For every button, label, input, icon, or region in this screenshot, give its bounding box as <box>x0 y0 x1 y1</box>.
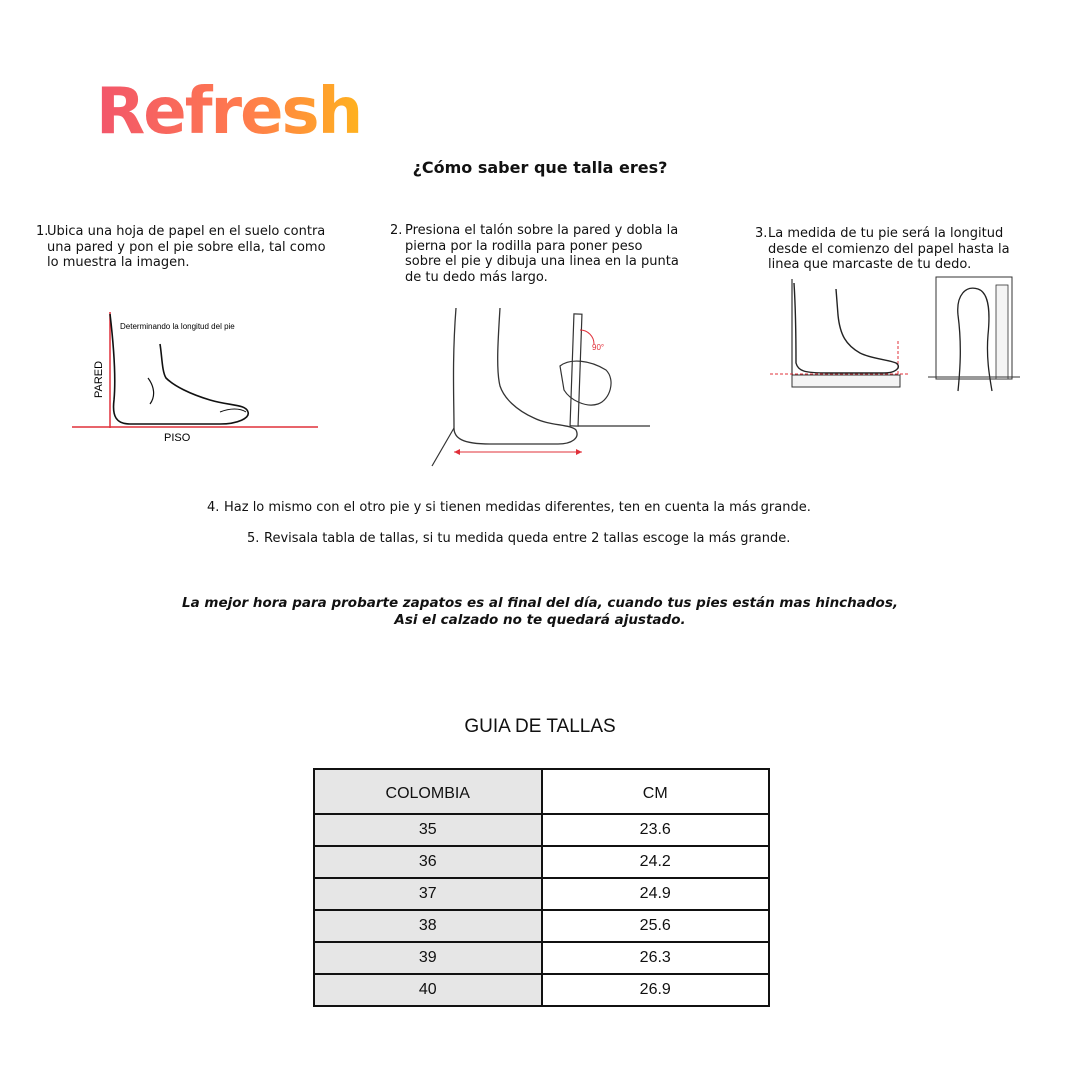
step-2 <box>390 223 680 285</box>
foot-side-outline <box>454 308 578 444</box>
size-cm: 24.2 <box>542 846 770 878</box>
step-4 <box>207 500 907 516</box>
size-colombia: 39 <box>314 942 542 974</box>
foot-pencil-illustration <box>430 300 660 470</box>
step-1-text: Ubica una hoja de papel en el suelo contra una pared y pon el pie sobre ella, tal como lo muestra la imagen. <box>47 224 326 270</box>
step-4-number: 4. <box>207 500 220 515</box>
hand-outline <box>560 361 611 405</box>
step-3-number: 3. <box>755 226 768 241</box>
foot-wall-illustration <box>70 308 330 448</box>
table-header-row <box>314 769 769 814</box>
table-row <box>314 974 769 1006</box>
size-cm: 25.6 <box>542 910 770 942</box>
size-colombia: 40 <box>314 974 542 1006</box>
vertical-ruler <box>996 285 1008 379</box>
size-cm: 26.9 <box>542 974 770 1006</box>
angle-label: 90° <box>592 343 605 352</box>
size-colombia: 38 <box>314 910 542 942</box>
step-5-number: 5. <box>247 531 260 546</box>
foot-top-view <box>958 288 992 391</box>
size-guide-title: GUIA DE TALLAS <box>464 716 616 737</box>
step-3 <box>755 226 1045 273</box>
size-colombia: 36 <box>314 846 542 878</box>
step-4-text: Haz lo mismo con el otro pie y si tienen medidas diferentes, ten en cuenta la más grande. <box>224 500 811 515</box>
brand-logo: Refresh <box>96 72 361 152</box>
foot-on-ruler <box>794 283 898 373</box>
size-table <box>313 768 770 1007</box>
table-row <box>314 942 769 974</box>
table-row <box>314 878 769 910</box>
size-cm: 23.6 <box>542 814 770 846</box>
step-2-text: Presiona el talón sobre la pared y dobla la pierna por la rodilla para poner peso sobre el pie y dibuja una linea en la punta de tu dedo más largo. <box>405 223 679 285</box>
fitting-tip: La mejor hora para probarte zapatos es al final del día, cuando tus pies están mas hinchados, Asi el calzado no te quedará ajustado. <box>181 595 898 628</box>
figure1-caption: Determinando la longitud del pie <box>120 322 235 331</box>
table-row <box>314 846 769 878</box>
size-cm: 26.3 <box>542 942 770 974</box>
wall-label: PARED <box>93 360 105 398</box>
floor-label: PISO <box>164 432 191 444</box>
size-colombia: 37 <box>314 878 542 910</box>
foot-ruler-illustration <box>768 275 1028 395</box>
pencil <box>570 314 582 426</box>
header-cm: CM <box>542 769 770 814</box>
table-row <box>314 910 769 942</box>
size-colombia: 35 <box>314 814 542 846</box>
header-colombia: COLOMBIA <box>314 769 542 814</box>
step-1 <box>36 224 336 271</box>
step-5-text: Revisala tabla de tallas, si tu medida queda entre 2 tallas escoge la más grande. <box>264 531 791 546</box>
step-1-number: 1. <box>36 224 49 239</box>
table-row <box>314 814 769 846</box>
page-title: ¿Cómo saber que talla eres? <box>412 158 668 177</box>
step-2-number: 2. <box>390 223 403 238</box>
ruler-bar <box>792 375 900 387</box>
step-3-text: La medida de tu pie será la longitud desde el comienzo del papel hasta la linea que marcaste de tu dedo. <box>768 226 1010 272</box>
size-cm: 24.9 <box>542 878 770 910</box>
step-5 <box>247 531 867 547</box>
